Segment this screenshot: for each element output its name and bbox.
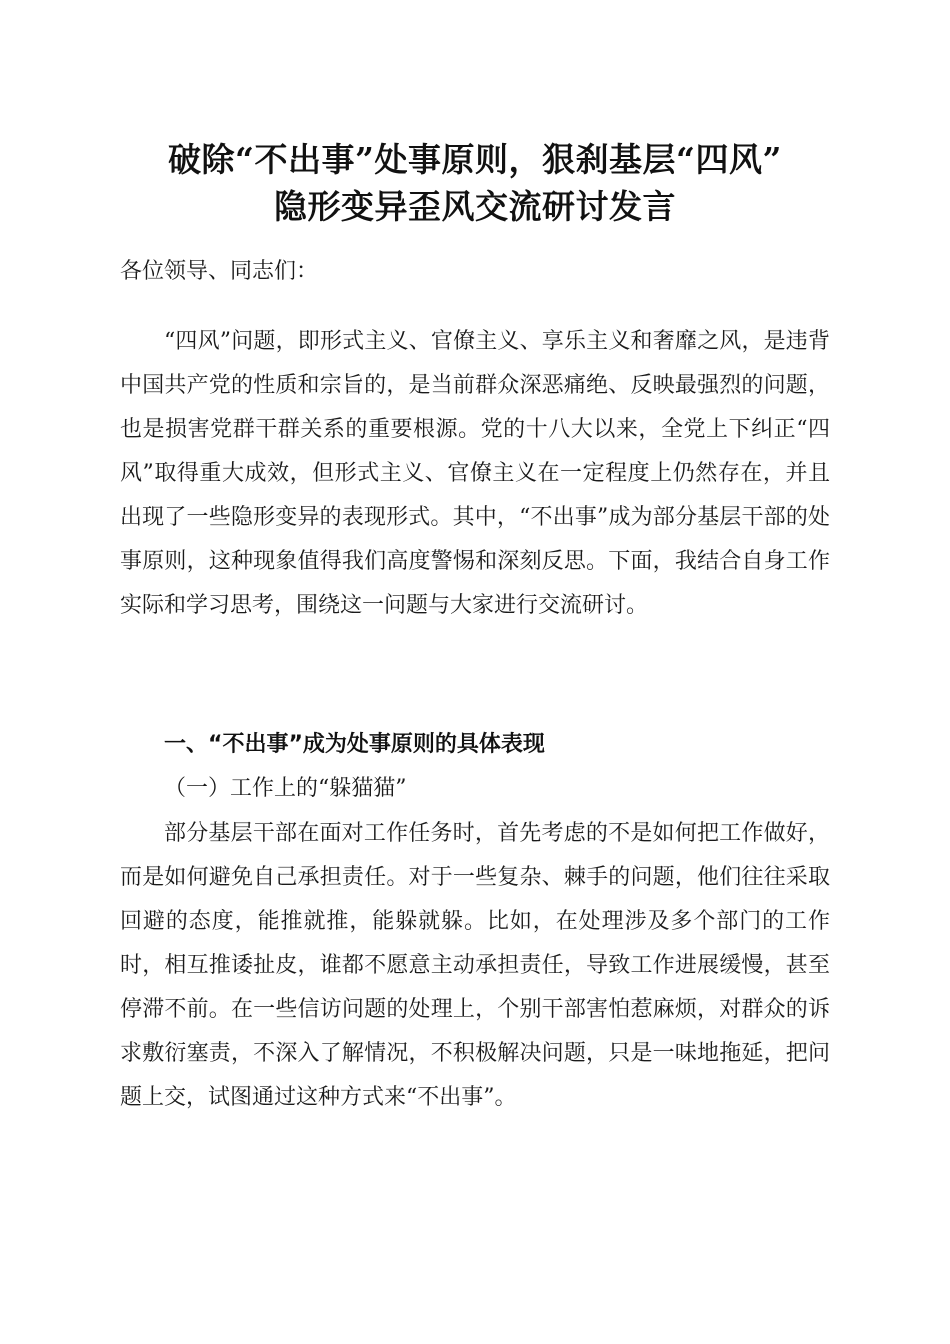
paragraph-intro: “四风”问题，即形式主义、官僚主义、享乐主义和奢靡之风，是违背中国共产党的性质和宗旨的，是当前群众深恶痛绝、反映最强烈的问题，也是损害党群干群关系的重要根源。党的十八大以来，全党上下纠正“四风”取得重大成效，但形式主义、官僚主义在一定程度上仍然存在，并且出现了一些隐形变异的表现形式。其中，“不出事”成为部分基层干部的处事原则，这种现象值得我们高度警惕和深刻反思。下面，我结合自身工作实际和学习思考，围绕这一问题与大家进行交流研讨。	[120, 329, 830, 618]
title-line-2: 隐形变异歪风交流研讨发言	[274, 187, 676, 226]
document-title	[0, 136, 950, 230]
greeting: 各位领导、同志们：	[120, 259, 319, 284]
title-line-1: 破除“不出事”处事原则，狠刹基层“四风”	[168, 140, 782, 179]
section-heading-1: 一、“不出事”成为处事原则的具体表现	[164, 732, 545, 757]
subsection-heading-1: （一）工作上的“躲猫猫”	[164, 776, 407, 801]
paragraph-body: 部分基层干部在面对工作任务时，首先考虑的不是如何把工作做好，而是如何避免自己承担责任。对于一些复杂、棘手的问题，他们往往采取回避的态度，能推就推，能躲就躲。比如，在处理涉及多个部门的工作时，相互推诿扯皮，谁都不愿意主动承担责任，导致工作进展缓慢，甚至停滞不前。在一些信访问题的处理上，个别干部害怕惹麻烦，对群众的诉求敷衍塞责，不深入了解情况，不积极解决问题，只是一味地拖延，把问题上交，试图通过这种方式来“不出事”。	[120, 821, 830, 1110]
